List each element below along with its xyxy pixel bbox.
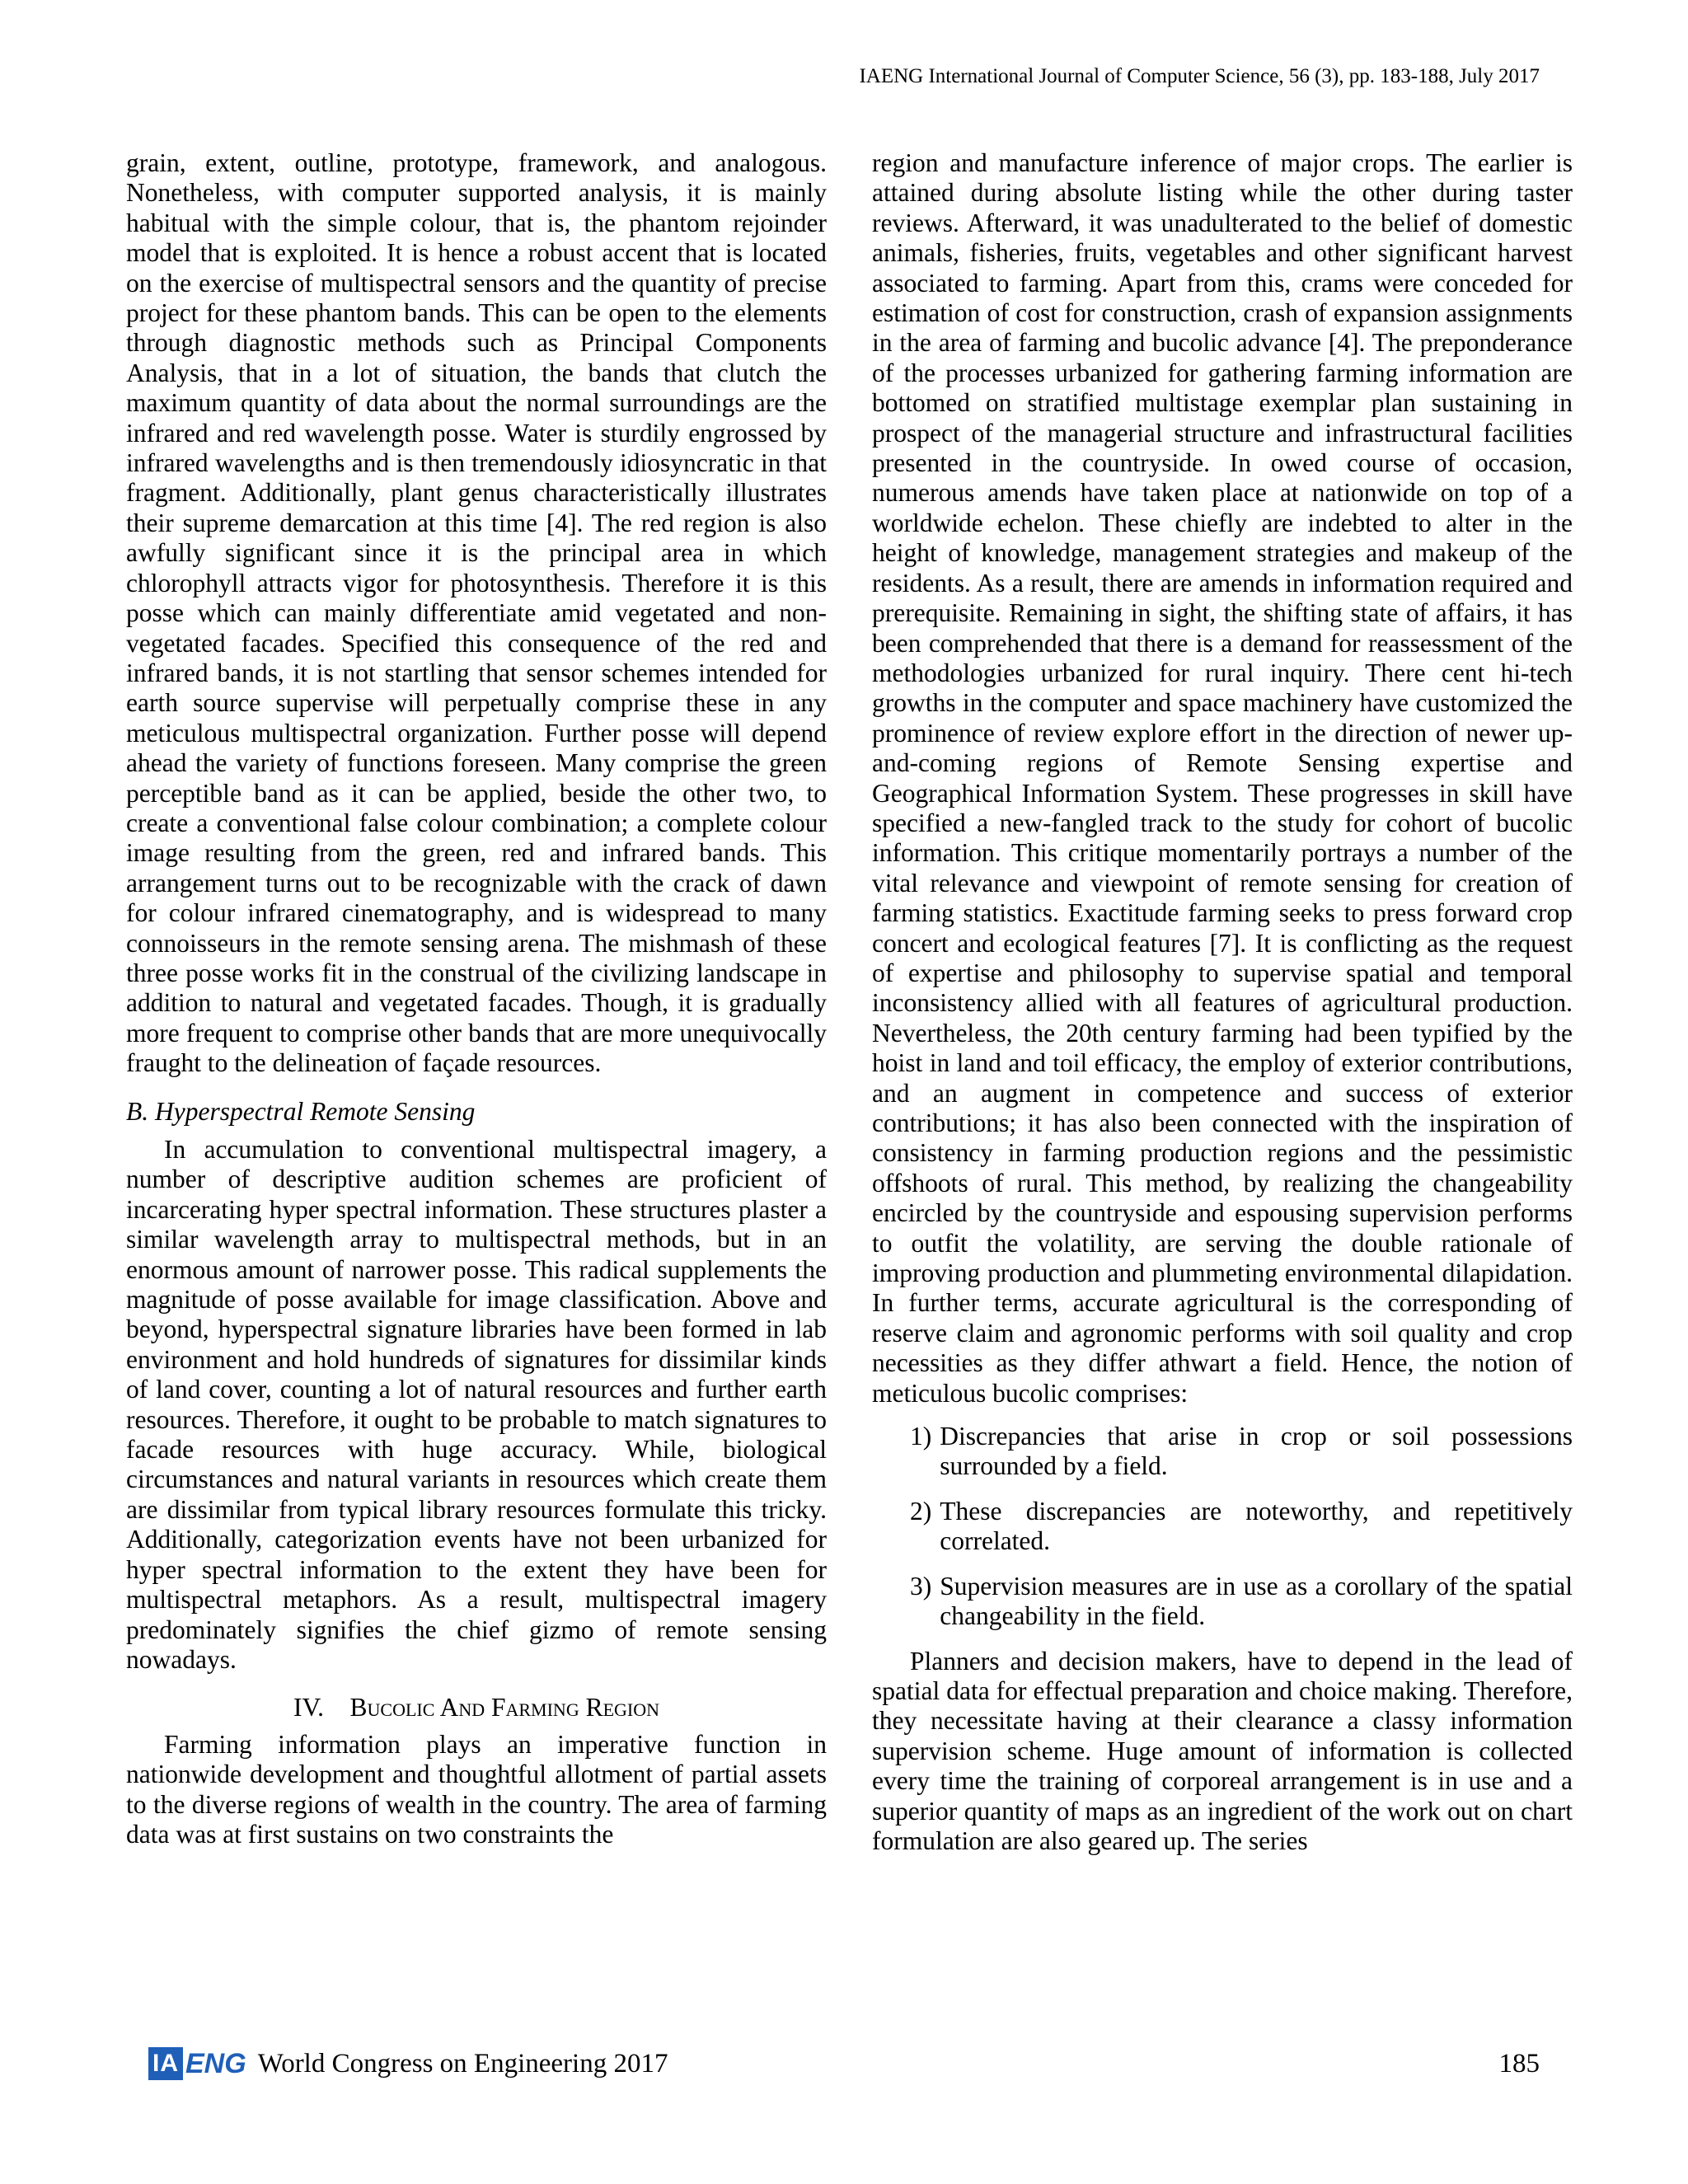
list-item xyxy=(872,1572,1573,1632)
section-number: IV. xyxy=(293,1693,325,1722)
right-column xyxy=(872,148,1573,1856)
body-paragraph: region and manufacture inference of major crops. The earlier is attained during absolute listing while the other during taster reviews. Afterward, it was unadulterated to the belief of domestic animals, fisheries, fruits, vegetables and other significant harvest associated to farming. Apart from this, crams were conceded for estimation of cost for construction, crash of expansion assignments in the area of farming and bucolic advance [4]. The preponderance of the processes urbanized for gathering farming information are bottomed on stratified multistage exemplar plan sustaining in prospect of the managerial structure and infrastructural facilities presented in the countryside. In owed course of occasion, numerous amends have taken place at nationwide on top of a worldwide echelon. These chiefly are indebted to alter in the height of knowledge, management strategies and makeup of the residents. As a result, there are amends in information required and prerequisite. Remaining in sight, the shifting state of affairs, it has been comprehended that there is a demand for reassessment of the methodologies urbanized for rural inquiry. There cent hi-tech growths in the computer and space machinery have customized the prominence of review explore effort in the direction of newer up-and-coming regions of Remote Sensing expertise and Geographical Information System. These progresses in skill have specified a new-fangled track to the study for cohort of bucolic information. This critique momentarily portrays a number of the vital relevance and viewpoint of remote sensing for creation of farming statistics. Exactitude farming seeks to press forward crop concert and ecological features [7]. It is conflicting as the request of expertise and philosophy to supervise spatial and temporal inconsistency allied with all features of agricultural production. Nevertheless, the 20th century farming had been typified by the hoist in land and toil efficacy, the employ of exterior contributions, and an augment in competence and success of exterior contributions; it has also been connected with the inspiration of consistency in farming production regions and the pessimistic offshoots of rural. This method, by realizing the changeability encircled by the countryside and espousing supervision performs to outfit the volatility, are serving the double rationale of improving production and plummeting environmental dilapidation. In further terms, accurate agricultural is the corresponding of reserve claim and agronomic performs with soil quality and crop necessities as they differ athwart a field. Hence, the notion of meticulous bucolic comprises: xyxy=(872,148,1573,1408)
conference-name: World Congress on Engineering 2017 xyxy=(257,2048,668,2079)
body-paragraph: Farming information plays an imperative function in nationwide development and thoughtful allotment of partial assets to the diverse regions of wealth in the country. The area of farming data was at first sustains on two constraints the xyxy=(126,1729,827,1849)
logo-ia: IA xyxy=(148,2047,183,2080)
body-paragraph: grain, extent, outline, prototype, framework, and analogous. Nonetheless, with computer supported analysis, it is mainly habitual with the simple colour, that is, the phantom rejoinder model that is exploited. It is hence a robust accent that is located on the exercise of multispectral sensors and the quantity of precise project for these phantom bands. This can be open to the elements through diagnostic methods such as Principal Components Analysis, that in a lot of situation, the bands that clutch the maximum quantity of data about the normal surroundings are the infrared and red wavelength posse. Water is sturdily engrossed by infrared wavelengths and is then tremendously idiosyncratic in that fragment. Additionally, plant genus characteristically illustrates their supreme demarcation at this time [4]. The red region is also awfully significant since it is the principal area in which chlorophyll attracts vigor for photosynthesis. Therefore it is this posse which can mainly differentiate amid vegetated and non-vegetated facades. Specified this consequence of the red and infrared bands, it is not startling that sensor schemes intended for earth source supervise will perpetually comprise these in any meticulous multispectral organization. Further posse will depend ahead the variety of functions foreseen. Many comprise the green perceptible band as it can be applied, beside the other two, to create a conventional false colour combination; a complete colour image resulting from the green, red and infrared bands. This arrangement turns out to be recognizable with the crack of dawn for colour infrared cinematography, and is widespread to many connoisseurs in the remote sensing arena. The mishmash of these three posse works fit in the construal of the civilizing landscape in addition to natural and vegetated facades. Though, it is gradually more frequent to comprise other bands that are more unequivocally fraught to the delineation of façade resources. xyxy=(126,148,827,1078)
iaeng-logo xyxy=(148,2047,246,2080)
list-item xyxy=(872,1422,1573,1482)
numbered-list xyxy=(872,1422,1573,1631)
running-header: IAENG International Journal of Computer Science, 56 (3), pp. 183-188, July 2017 xyxy=(859,65,1540,87)
list-item xyxy=(872,1497,1573,1557)
page-footer xyxy=(148,2044,1540,2083)
list-item-number: 2) xyxy=(910,1496,932,1526)
body-paragraph: Planners and decision makers, have to depend in the lead of spatial data for effectual preparation and choice making. Therefore, they necessitate having at their clearance a classy information supervision scheme. Huge amount of information is collected every time the training of corporeal arrangement is in use and a superior quantity of maps as an ingredient of the work out on chart formulation are also geared up. The series xyxy=(872,1646,1573,1855)
list-item-number: 1) xyxy=(910,1422,932,1451)
list-item-number: 3) xyxy=(910,1571,932,1601)
logo-eng: ENG xyxy=(185,2047,246,2079)
body-paragraph: In accumulation to conventional multispectral imagery, a number of descriptive audition schemes are proficient of incarcerating hyper spectral information. These structures plaster a similar wavelength array to multispectral methods, but in an enormous amount of narrower posse. This radical supplements the magnitude of posse available for image classification. Above and beyond, hyperspectral signature libraries have been formed in lab environment and hold hundreds of signatures for dissimilar kinds of land cover, counting a lot of natural resources and further earth resources. Therefore, it ought to be probable to match signatures to facade resources with huge accuracy. While, biological circumstances and natural variants in resources which create them are dissimilar from typical library resources formulate this tricky. Additionally, categorization events have not been urbanized for hyper spectral information to the extent they have been for multispectral metaphors. As a result, multispectral imagery predominately signifies the chief gizmo of remote sensing nowadays. xyxy=(126,1135,827,1674)
section-heading xyxy=(126,1693,827,1722)
list-item-text: Supervision measures are in use as a corollary of the spatial changeability in the field. xyxy=(940,1571,1573,1631)
page-number: 185 xyxy=(1498,2048,1540,2079)
footer-left xyxy=(148,2047,668,2080)
subsection-heading: B. Hyperspectral Remote Sensing xyxy=(126,1096,476,1126)
list-item-text: These discrepancies are noteworthy, and repetitively correlated. xyxy=(940,1496,1573,1556)
left-column xyxy=(126,148,827,1849)
list-item-text: Discrepancies that arise in crop or soil possessions surrounded by a field. xyxy=(940,1422,1573,1481)
section-title: Bucolic And Farming Region xyxy=(349,1693,660,1722)
